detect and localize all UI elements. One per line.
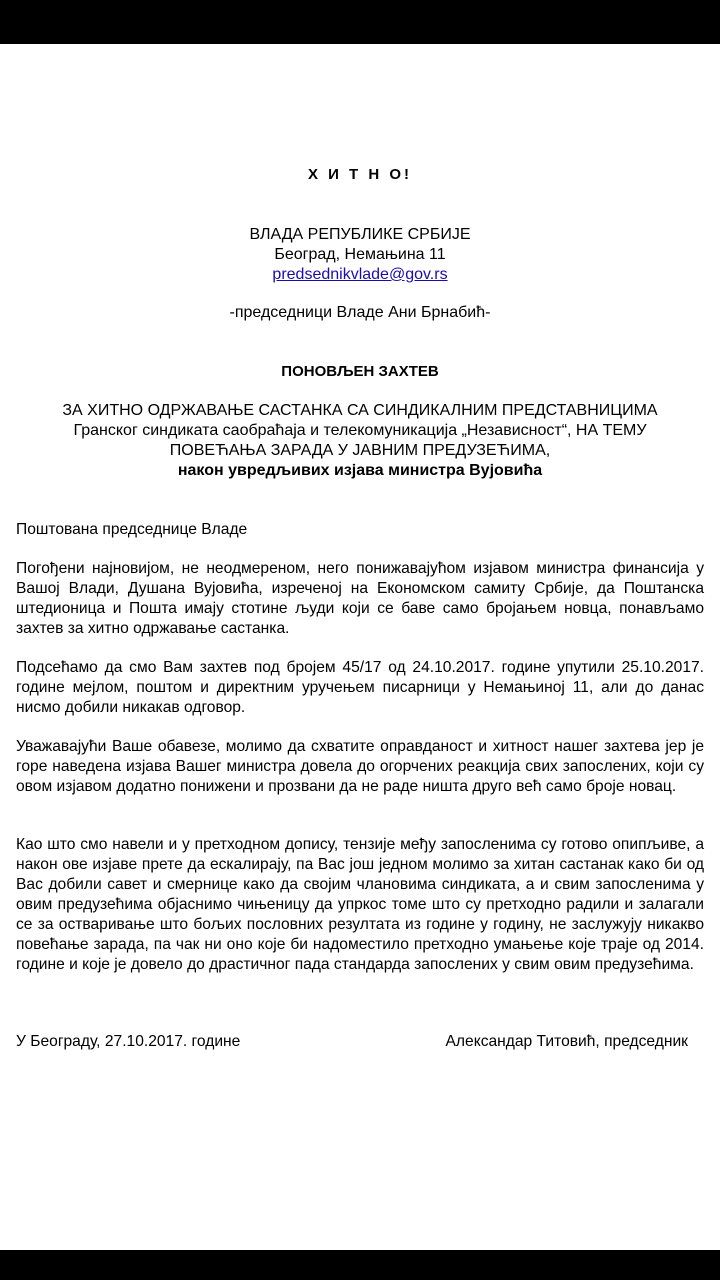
- email-link[interactable]: predsednikvlade@gov.rs: [272, 266, 448, 283]
- subject-block: [0, 401, 720, 481]
- document-page: [0, 44, 720, 1250]
- salutation: Поштована председнице Владе: [16, 521, 248, 538]
- paragraph-4-text: Као што смо навели и у претходном допису, тензије међу запосленима су готово опипљиве, а након ове изјаве прете да ескалирају, па Вас још једном молимо за хитан састанак како би од Вас добили савет и смернице како да својим члановима синдиката, а и свим запосленима у овим предузећима објаснимо чињеницу да упркос томе што су претходно радили и залагали се за остваривање што бољих пословних резултата из године у годину, не заслужују никакво повећање зарада, па чак ни оно које би надоместило претходно умањење које траје од 2014. године и које је довело до драстичног пада стандарда запослених у свим овим предузећима.: [16, 836, 704, 973]
- place-date: У Београду, 27.10.2017. године: [16, 1033, 241, 1050]
- signature: Александар Титовић, председник: [445, 1033, 688, 1050]
- paragraph-1: [16, 559, 704, 639]
- paragraph-2-text: Подсећамо да смо Вам захтев под бројем 45/17 од 24.10.2017. године упутили 25.10.2017. године мејлом, поштом и директним уручењем писарници у Немањиној 11, али до данас нисмо добили никакав одговор.: [16, 659, 704, 716]
- subject-line-3: ПОВЕЋАЊА ЗАРАДА У ЈАВНИМ ПРЕДУЗЕЋИМА,: [169, 442, 551, 459]
- urgent-heading: Х И Т Н О!: [307, 166, 413, 183]
- paragraph-4: [16, 835, 704, 975]
- paragraph-3-text: Уважавајући Ваше обавезе, молимо да схватите оправданост и хитност нашег захтева јер је горе наведена изјава Вашег министра довела до огорчених реакција свих запослених, који су овом изјавом додатно понижени и прозвани да не раде ништа друго већ само броје новац.: [16, 738, 704, 795]
- paragraph-1-text: Погођени најновијом, не неодмереном, него понижавајућом изјавом министра финансија у Вашој Влади, Душана Вујовића, изреченој на Економском самиту Србије, да Поштанска штедионица и Пошта имају стотине људи који се баве само бројањем новца, понављамо захтев за хитно одржавање састанка.: [16, 560, 704, 637]
- addressee-line: -председници Владе Ани Брнабић-: [229, 304, 491, 321]
- paragraph-2: [16, 658, 704, 718]
- paragraph-3: [16, 737, 704, 797]
- document-title: ПОНОВЉЕН ЗАХТЕВ: [281, 363, 439, 380]
- subject-line-2: Гранског синдиката саобраћаја и телекомуникација „Независност“, НА ТЕМУ: [73, 422, 647, 439]
- subject-line-4: након увредљивих изјава министра Вујовића: [177, 462, 543, 479]
- recipient-address: [0, 225, 720, 285]
- recipient-street: Београд, Немањина 11: [274, 246, 446, 263]
- recipient-name: ВЛАДА РЕПУБЛИКЕ СРБИЈЕ: [249, 226, 471, 243]
- subject-line-1: ЗА ХИТНО ОДРЖАВАЊЕ САСТАНКА СА СИНДИКАЛНИМ ПРЕДСТАВНИЦИМА: [62, 402, 658, 419]
